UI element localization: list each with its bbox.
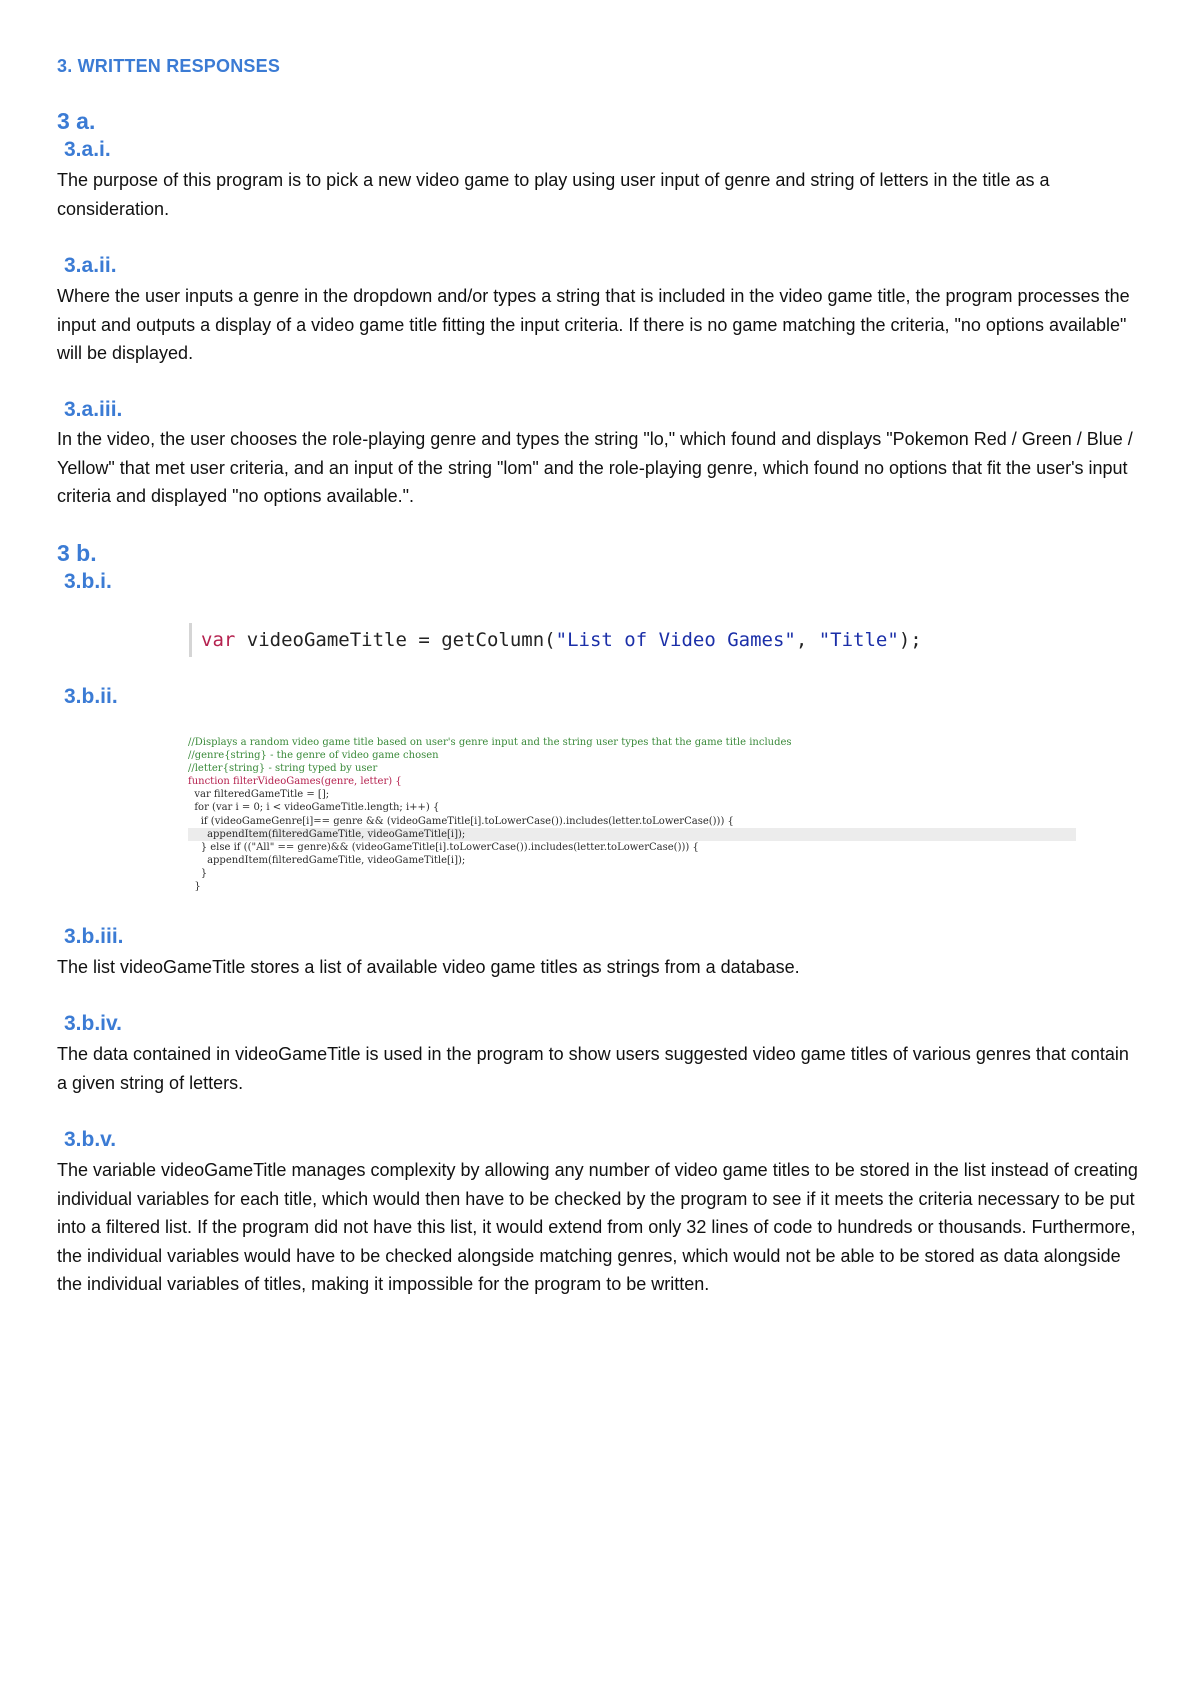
code-line: } else if (("All" == genre)&& (videoGameTitle[i].toLowerCase()).includes(letter.toLowerCase())) { bbox=[188, 841, 699, 853]
heading-3biii: 3.b.iii. bbox=[64, 925, 124, 948]
section-3a-heading: 3 a. bbox=[57, 108, 96, 134]
document-title: 3. WRITTEN RESPONSES bbox=[57, 56, 281, 76]
heading-3bi: 3.b.i. bbox=[64, 570, 112, 593]
code-snippet-filter-function bbox=[188, 736, 1076, 893]
code-line: if (videoGameGenre[i]== genre && (videoGameTitle[i].toLowerCase()).includes(letter.toLowerCase())) { bbox=[188, 815, 734, 827]
response-3biii: The list videoGameTitle stores a list of available video game titles as strings from a database. bbox=[57, 957, 800, 977]
response-3aiii: In the video, the user chooses the role-playing genre and types the string "lo," which found and displays "Pokemon Red / Green / Blue / Yellow" that met user criteria, and an input of the string "lom" and the role-playing genre, which found no options that fit the user's input criteria and displayed "no options available.". bbox=[57, 429, 1133, 506]
code-string-table: "List of Video Games" bbox=[555, 629, 796, 651]
code-line: //Displays a random video game title based on user's genre input and the string user types that the game title includes bbox=[188, 737, 792, 748]
code-line: //genre{string} - the genre of video game chosen bbox=[188, 750, 439, 762]
code-statement: videoGameTitle = getColumn( bbox=[235, 629, 556, 651]
code-line: appendItem(filteredGameTitle, videoGameTitle[i]); bbox=[188, 828, 1076, 841]
heading-3biv: 3.b.iv. bbox=[64, 1012, 122, 1035]
code-end: ); bbox=[898, 629, 922, 651]
heading-3bii: 3.b.ii. bbox=[64, 685, 118, 708]
code-line: } bbox=[188, 867, 208, 879]
code-snippet-list-declaration bbox=[189, 623, 922, 657]
code-line: appendItem(filteredGameTitle, videoGameTitle[i]); bbox=[188, 854, 466, 866]
code-line: } bbox=[188, 881, 201, 893]
heading-3bv: 3.b.v. bbox=[64, 1128, 117, 1151]
response-3aii: Where the user inputs a genre in the dropdown and/or types a string that is included in the video game title, the program processes the input and outputs a display of a video game title fitting the input criteria. If there is no game matching the criteria, "no options available" will be displayed. bbox=[57, 286, 1130, 363]
heading-3aii: 3.a.ii. bbox=[64, 254, 117, 277]
response-3ai: The purpose of this program is to pick a new video game to play using user input of genre and string of letters in the title as a consideration. bbox=[57, 170, 1050, 219]
code-string-column: "Title" bbox=[818, 629, 899, 651]
code-separator: , bbox=[795, 629, 819, 651]
response-3biv: The data contained in videoGameTitle is used in the program to show users suggested video game titles of various genres that contain a given string of letters. bbox=[57, 1044, 1129, 1093]
response-3bv: The variable videoGameTitle manages complexity by allowing any number of video game titles to be stored in the list instead of creating individual variables for each title, which would then have to be checked by the program to see if it meets the criteria necessary to be put into a filtered list. If the program did not have this list, it would extend from only 32 lines of code to hundreds or thousands. Furthermore, the individual variables would have to be checked alongside matching genres, which would not be able to be stored as data alongside the individual variables of titles, making it impossible for the program to be written. bbox=[57, 1160, 1138, 1294]
code-line: function filterVideoGames(genre, letter) { bbox=[188, 776, 402, 788]
code-keyword: var bbox=[201, 629, 236, 651]
code-line: var filteredGameTitle = []; bbox=[188, 789, 330, 801]
heading-3ai: 3.a.i. bbox=[64, 138, 111, 161]
heading-3aiii: 3.a.iii. bbox=[64, 398, 123, 421]
code-line: //letter{string} - string typed by user bbox=[188, 763, 378, 775]
section-3b-heading: 3 b. bbox=[57, 540, 97, 566]
code-line: for (var i = 0; i < videoGameTitle.length; i++) { bbox=[188, 802, 440, 814]
